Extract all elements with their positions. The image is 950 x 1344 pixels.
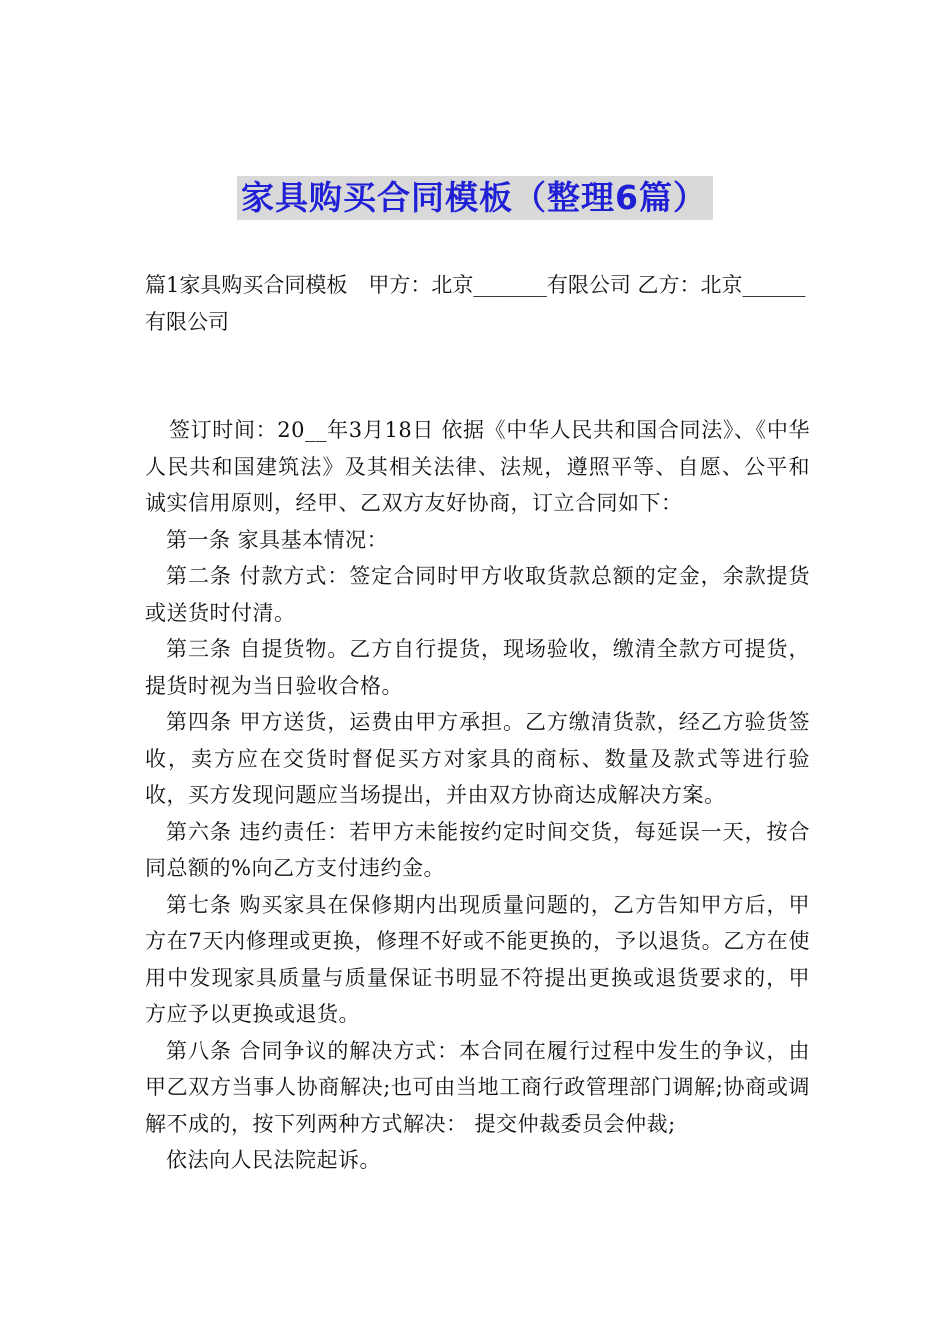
paragraph-article-8: 第八条 合同争议的解决方式：本合同在履行过程中发生的争议，由甲乙双方当事人协商解决;也可由当地工商行政管理部门调解;协商或调解不成的，按下列两种方式解决： 提交仲裁委员会仲裁; (145, 1038, 810, 1136)
paragraph-article-6: 第六条 违约责任：若甲方未能按约定时间交货，每延误一天，按合同总额的%向乙方支付违约金。 (145, 819, 810, 880)
document-body (145, 412, 810, 1179)
paragraph-article-4: 第四条 甲方送货，运费由甲方承担。乙方缴清货款，经乙方验货签收，卖方应在交货时督促买方对家具的商标、数量及款式等进行验收，买方发现问题应当场提出，并由双方协商达成解决方案。 (145, 710, 810, 807)
paragraph-article-1: 第一条 家具基本情况： (166, 527, 389, 552)
paragraph-article-3: 第三条 自提货物。乙方自行提货，现场验收，缴清全款方可提货，提货时视为当日验收合格。 (145, 637, 810, 698)
title-container (0, 176, 950, 220)
paragraph-signing-date: 签订时间：20__年3月18日 依据《中华人民共和国合同法》、《中华人民共和国建筑法》及其相关法律、法规，遵照平等、自愿、公平和诚实信用原则，经甲、乙双方友好协商，订立合同如下： (145, 418, 810, 515)
document-intro: 篇1家具购买合同模板 甲方：北京_______有限公司 乙方：北京______有限公司 (145, 273, 806, 334)
document-title: 家具购买合同模板（整理6篇） (237, 176, 713, 220)
paragraph-article-2: 第二条 付款方式：签定合同时甲方收取货款总额的定金，余款提货或送货时付清。 (145, 564, 810, 625)
paragraph-article-7: 第七条 购买家具在保修期内出现质量问题的，乙方告知甲方后，甲方在7天内修理或更换，修理不好或不能更换的，予以退货。乙方在使用中发现家具质量与质量保证书明显不符提出更换或退货要求的，甲方应予以更换或退货。 (145, 892, 810, 1026)
paragraph-lawsuit: 依法向人民法院起诉。 (166, 1148, 381, 1172)
